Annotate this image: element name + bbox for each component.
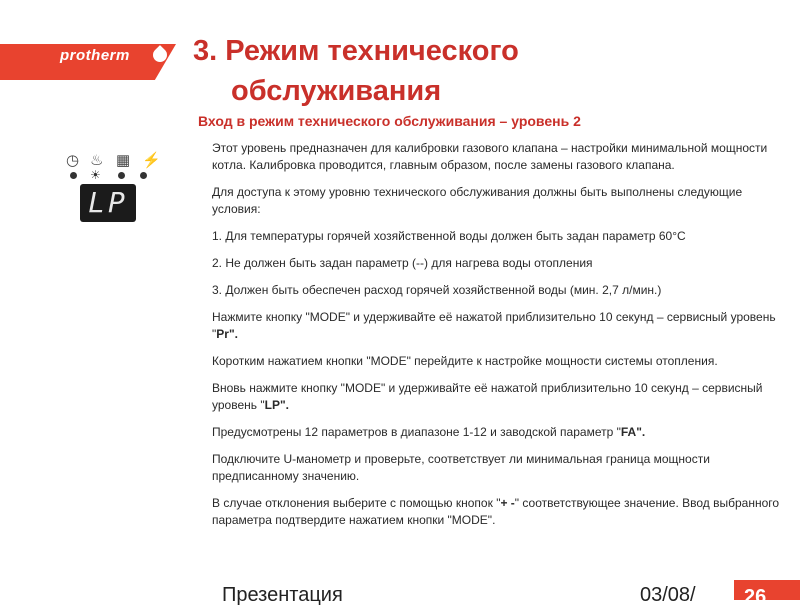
paragraph-short-press: Коротким нажатием кнопки "MODE" перейдите к настройке мощности системы отопления. bbox=[212, 354, 718, 368]
paragraph-deviation: В случае отклонения выберите с помощью кнопок "+ -" соответствующее значение. Ввод выбранного параметра подтвердите нажатием кнопки "MODE". bbox=[212, 496, 780, 527]
footer-date: 03/08/ bbox=[640, 584, 696, 606]
code-fa: FA bbox=[620, 425, 637, 439]
blinking-led-icon: ☀ bbox=[90, 168, 101, 182]
code-pr: Pr bbox=[216, 327, 229, 341]
footer-presentation-label: Презентация bbox=[222, 584, 343, 606]
paragraph-manometer: Подключите U-манометр и проверьте, соответствует ли минимальная граница мощности предписанному значению. bbox=[212, 452, 710, 483]
radiator-icon: ▦ bbox=[116, 152, 131, 169]
paragraph-mode-lp: Вновь нажмите кнопку "MODE" и удерживайте её нажатой приблизительно 10 секунд – сервисный уровень "LP". bbox=[212, 381, 763, 412]
boiler-display: LP bbox=[80, 184, 136, 222]
section-subtitle: Вход в режим технического обслуживания – уровень 2 bbox=[198, 113, 581, 129]
lightning-icon: ⚡ bbox=[142, 152, 161, 169]
paragraph-conditions: Для доступа к этому уровню технического обслуживания должны быть выполнены следующие условия: bbox=[212, 185, 743, 216]
brand-logo: protherm bbox=[60, 47, 130, 64]
led-indicator bbox=[140, 172, 147, 179]
code-lp: LP bbox=[264, 398, 280, 412]
instructions-body bbox=[212, 140, 787, 539]
code-plus-minus: + - bbox=[500, 496, 515, 510]
page-title bbox=[193, 31, 519, 111]
paragraph-params: Предусмотрены 12 параметров в диапазоне 1-12 и заводской параметр "FA". bbox=[212, 425, 646, 439]
led-indicator bbox=[70, 172, 77, 179]
led-indicator bbox=[118, 172, 125, 179]
tap-icon: ♨ bbox=[90, 152, 104, 169]
condition-2: 2. Не должен быть задан параметр (--) для нагрева воды отопления bbox=[212, 256, 593, 270]
title-line-2: обслуживания bbox=[231, 75, 442, 107]
paragraph-intro: Этот уровень предназначен для калибровки газового клапана – настройки минимальной мощности котла. Калибровка проводится, главным образом, после замены газового клапана. bbox=[212, 141, 768, 172]
condition-1: 1. Для температуры горячей хозяйственной воды должен быть задан параметр 60°C bbox=[212, 229, 686, 243]
control-panel-icons bbox=[66, 152, 161, 172]
indicator-leds bbox=[66, 170, 156, 182]
page-number: 26 bbox=[744, 586, 767, 608]
gauge-icon: ◷ bbox=[66, 152, 80, 169]
condition-3: 3. Должен быть обеспечен расход горячей хозяйственной воды (мин. 2,7 л/мин.) bbox=[212, 283, 662, 297]
paragraph-mode-pr: Нажмите кнопку "MODE" и удерживайте её нажатой приблизительно 10 секунд – сервисный уровень "Pr". bbox=[212, 310, 776, 341]
title-line-1: 3. Режим технического bbox=[193, 35, 519, 67]
